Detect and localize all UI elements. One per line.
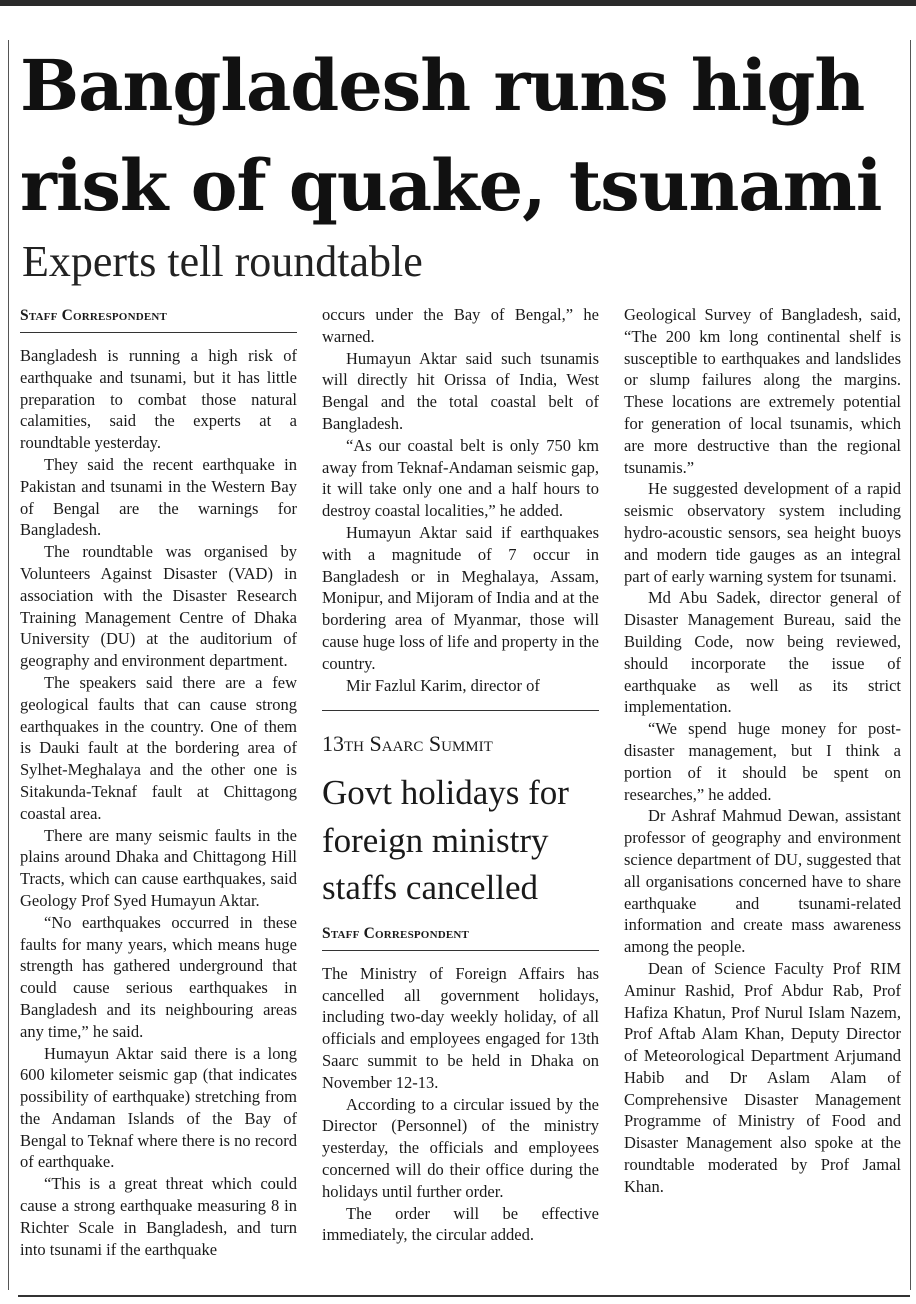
article-paragraph: Humayun Aktar said there is a long 600 kilometer seismic gap (that indicates possibility of earthquake) stretching from the Andaman Islands of the Bay of Bengal to Teknaf where there is no record of earthquake. — [20, 1043, 297, 1172]
right-column-rule — [910, 40, 911, 1290]
article-paragraph: Md Abu Sadek, director general of Disaster Management Bureau, said the Building Code, now being reviewed, should incorporate the issue of earthquake as well as its strict implementation. — [624, 588, 901, 717]
sidebar-kicker: 13th Saarc Summit — [322, 731, 493, 757]
sidebar-paragraph: According to a circular issued by the Director (Personnel) of the ministry yesterday, the officials and employees concerned will do their office during the holidays until further order. — [322, 1094, 599, 1201]
article-paragraph: Humayun Aktar said if earthquakes with a magnitude of 7 occur in Bangladesh or in Meghalaya, Assam, Monipur, and Mijoram of India and at the bordering area of Myanmar, those will cause huge loss of life and property in the country. — [322, 522, 599, 673]
subheadline: Experts tell roundtable — [22, 237, 423, 286]
headline-line-1: Bangladesh runs high — [20, 44, 865, 127]
article-paragraph: Geological Survey of Bangladesh, said, “The 200 km long continental shelf is susceptible to earthquakes and landslides or slump failures along the margins. These locations are extremely potential for generation of local tsunamis, which are more destructive than the regional tsunamis.” — [624, 305, 901, 477]
article-paragraph: The speakers said there are a few geological faults that can cause strong earthquakes in the country. One of them is Dauki fault at the bordering area of Sylhet-Meghalaya and the other one is Sitakunda-Teknaf fault at Chittagong coastal area. — [20, 672, 297, 823]
article-paragraph: Humayun Aktar said such tsunamis will directly hit Orissa of India, West Bengal and the total coastal belt of Bangladesh. — [322, 348, 599, 433]
sidebar-paragraph: The order will be effective immediately, the circular added. — [322, 1203, 599, 1245]
article-column-2 — [322, 304, 599, 1246]
article-paragraph: “We spend huge money for post-disaster management, but I think a portion of it should be spent on researches,” he added. — [624, 719, 901, 804]
main-headline — [20, 36, 900, 236]
top-rule — [0, 0, 916, 6]
left-column-rule — [8, 40, 9, 1290]
article-paragraph: Mir Fazlul Karim, director of — [346, 675, 540, 695]
headline-line-2: risk of quake, tsunami — [20, 144, 882, 227]
article-paragraph: Dean of Science Faculty Prof RIM Aminur Rashid, Prof Abdur Rab, Prof Hafiza Khatun, Prof Nurul Islam Nazem, Prof Aftab Alam Khan, Deputy Director of Meteorological Department Arjumand Habib and Dr Aslam Alam of Comprehensive Disaster Management Programme of Ministry of Food and Disaster Management also spoke at the roundtable moderated by Prof Jamal Khan. — [624, 958, 901, 1196]
article-paragraph: He suggested development of a rapid seismic observatory system including hydro-acoustic sensors, sea height buoys and modern tide gauges as an integral part of early warning system for tsunami. — [624, 479, 901, 586]
article-column-1 — [20, 304, 297, 1260]
sidebar-byline: Staff Correspondent — [322, 924, 599, 951]
article-paragraph: “As our coastal belt is only 750 km away from Teknaf-Andaman seismic gap, it will take only one and a half hours to destroy coastal localities,” he added. — [322, 435, 599, 521]
sidebar-paragraph: The Ministry of Foreign Affairs has cancelled all government holidays, including two-day weekly holiday, of all officials and employees engaged for 13th Saarc summit to be held in Dhaka on November 12-13. — [322, 963, 599, 1092]
story-divider — [322, 696, 599, 711]
byline: Staff Correspondent — [20, 306, 297, 333]
article-paragraph: Dr Ashraf Mahmud Dewan, assistant professor of geography and environment science department of DU, suggested that all organisations concerned have to share earthquake and tsunami-related information and create mass awareness among the people. — [624, 806, 901, 957]
article-paragraph: The roundtable was organised by Volunteers Against Disaster (VAD) in association with the Disaster Research Training Management Centre of Dhaka University (DU) at the auditorium of geography and environment department. — [20, 542, 297, 671]
article-paragraph: occurs under the Bay of Bengal,” he warned. — [322, 305, 599, 346]
sidebar-headline: Govt holidays for foreign ministry staffs cancelled — [322, 773, 569, 908]
article-paragraph: They said the recent earthquake in Pakistan and tsunami in the Western Bay of Bengal are the warnings for Bangladesh. — [20, 454, 297, 540]
article-column-3 — [624, 304, 901, 1198]
article-paragraph: Bangladesh is running a high risk of earthquake and tsunami, but it has little preparation to combat those natural calamities, said the experts at a roundtable yesterday. — [20, 346, 297, 453]
article-paragraph: “This is a great threat which could cause a strong earthquake measuring 8 in Richter Scale in Bangladesh, and turn into tsunami if the earthquake — [20, 1174, 297, 1259]
bottom-rule — [18, 1295, 910, 1297]
article-paragraph: “No earthquakes occurred in these faults for many years, which means huge strength has gathered underground that could cause serious earthquakes in Bangladesh and its neighbouring areas any time,” he said. — [20, 912, 297, 1041]
article-paragraph: There are many seismic faults in the plains around Dhaka and Chittagong Hill Tracts, which can cause earthquakes, said Geology Prof Syed Humayun Aktar. — [20, 825, 297, 910]
